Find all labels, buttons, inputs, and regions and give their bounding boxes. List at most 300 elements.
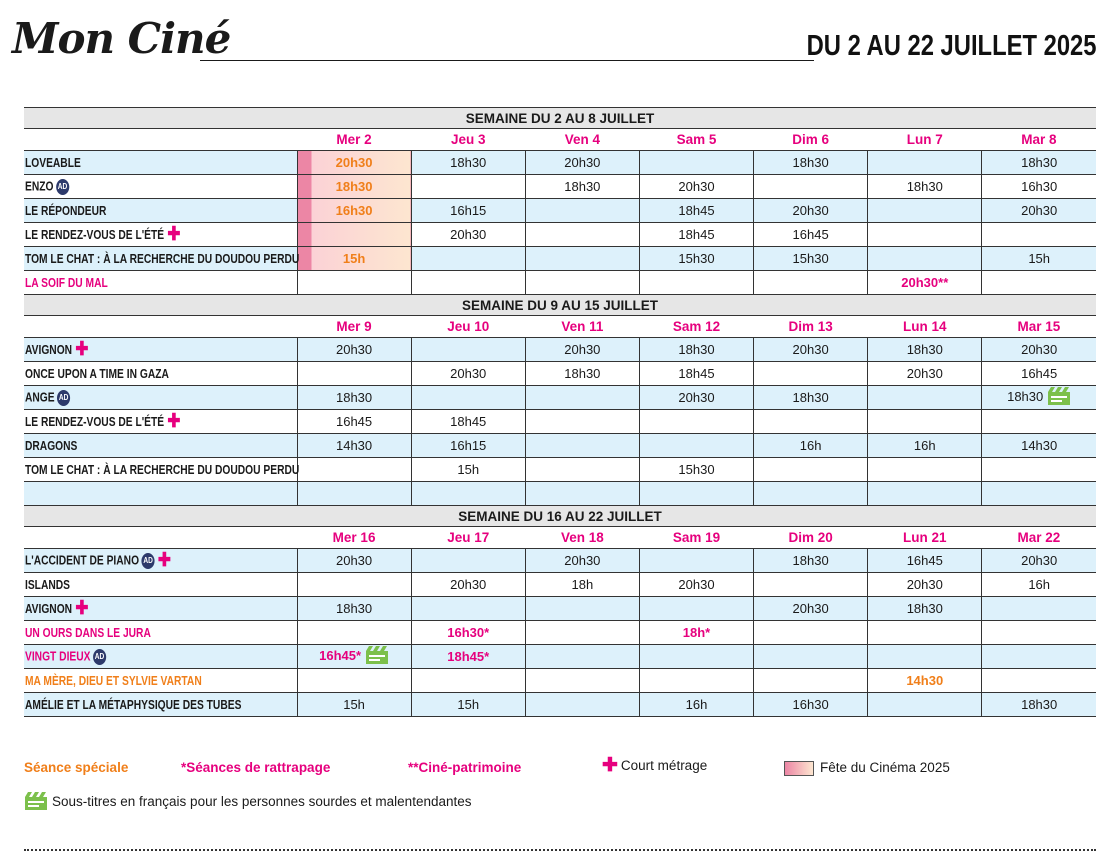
showtime-cell — [525, 549, 639, 573]
showtime-cell — [297, 223, 411, 247]
film-title-cell — [24, 199, 297, 223]
showtime-cell — [411, 669, 525, 693]
date-range: DU 2 AU 22 JUILLET 2025 — [806, 30, 1096, 62]
legend-court: ✚ Court métrage — [602, 755, 708, 777]
showtime: 18h30 — [906, 601, 943, 616]
subtitles-icon — [1047, 386, 1071, 409]
showtime: 16h30* — [447, 625, 490, 640]
showtime-cell — [525, 271, 639, 295]
film-title — [25, 411, 181, 433]
showtime: 18h30 — [792, 390, 829, 405]
showtime-cell — [411, 597, 525, 621]
audio-description-icon: AD — [56, 179, 69, 195]
day-header: Sam 5 — [639, 129, 753, 151]
day-header: Mer 9 — [297, 316, 411, 338]
showtime-cell — [525, 458, 639, 482]
showtime-cell — [754, 482, 868, 506]
showtime-cell — [982, 175, 1096, 199]
showtime: 18h30 — [564, 179, 601, 194]
showtime: 18h30 — [678, 342, 715, 357]
showtime-cell — [411, 693, 525, 717]
showtime: 16h45 — [335, 414, 373, 429]
day-header: Ven 11 — [525, 316, 639, 338]
showtime: 15h — [457, 697, 480, 712]
showtime-cell — [982, 338, 1096, 362]
film-row — [24, 573, 1096, 597]
showtime: 20h30 — [1021, 553, 1058, 568]
showtime-cell — [297, 482, 411, 506]
showtime: 20h30 — [335, 155, 373, 170]
week-title: SEMAINE DU 2 AU 8 JUILLET — [24, 108, 1096, 129]
schedule-table — [24, 107, 1096, 717]
film-title-text: LE RÉPONDEUR — [25, 203, 107, 218]
showtime: 15h — [457, 462, 480, 477]
film-title-cell — [24, 410, 297, 434]
showtime: 20h30 — [678, 577, 715, 592]
film-title — [25, 549, 171, 571]
showtime-cell — [754, 199, 868, 223]
showtime-cell — [868, 362, 982, 386]
showtime: 18h30 — [1007, 388, 1044, 404]
film-title-cell — [24, 271, 297, 295]
showtime-cell — [868, 386, 982, 410]
showtime-cell — [868, 434, 982, 458]
showtime-cell — [525, 434, 639, 458]
film-title — [25, 649, 106, 665]
showtime: 15h — [343, 697, 365, 712]
showtime-cell — [411, 223, 525, 247]
showtime-cell — [754, 669, 868, 693]
film-title-text: L'ACCIDENT DE PIANO — [25, 552, 140, 567]
film-row — [24, 597, 1096, 621]
showtime-cell — [639, 434, 753, 458]
showtime-cell — [639, 458, 753, 482]
bottom-dotted-rule — [24, 849, 1096, 851]
showtime-cell — [754, 247, 868, 271]
brand-title: Mon Ciné — [12, 14, 231, 63]
film-row — [24, 362, 1096, 386]
showtime-cell — [868, 597, 982, 621]
subtitles-icon — [24, 791, 48, 814]
showtime-cell — [639, 175, 753, 199]
showtime: 16h — [1028, 577, 1051, 592]
showtime: 14h30 — [335, 438, 373, 453]
showtime-cell — [411, 458, 525, 482]
showtime: 18h30 — [906, 179, 943, 194]
showtime-cell — [754, 597, 868, 621]
day-header: Ven 18 — [525, 527, 639, 549]
film-title — [25, 598, 89, 620]
showtime-cell — [639, 386, 753, 410]
film-title-cell — [24, 386, 297, 410]
showtime: 15h30 — [792, 251, 829, 266]
day-header: Sam 12 — [639, 316, 753, 338]
film-title-cell — [24, 645, 297, 669]
showtime-cell — [982, 669, 1096, 693]
showtime: 20h30 — [906, 366, 943, 381]
showtime-cell — [982, 573, 1096, 597]
plus-icon: ✚ — [602, 755, 618, 777]
showtime-cell — [868, 199, 982, 223]
showtime-cell — [639, 271, 753, 295]
film-title-cell — [24, 458, 300, 482]
showtime: 20h30 — [564, 155, 601, 170]
week-header-row — [24, 108, 1096, 129]
showtime-cell — [411, 362, 525, 386]
audio-description-icon: AD — [142, 553, 155, 569]
showtime: 18h45 — [678, 203, 715, 218]
film-title — [25, 339, 89, 361]
showtime-cell — [525, 199, 639, 223]
film-title-text: ENZO — [25, 178, 54, 193]
showtime-cell — [868, 482, 982, 506]
showtime-cell — [982, 151, 1096, 175]
day-header-empty — [24, 316, 297, 338]
day-header: Mer 16 — [297, 527, 411, 549]
showtime: 15h — [1028, 251, 1051, 266]
showtime-cell — [754, 549, 868, 573]
film-row — [24, 645, 1096, 669]
showtime: 18h30 — [906, 342, 943, 357]
legend-rattrapage: *Séances de rattrapage — [181, 760, 331, 775]
fete-swatch — [784, 761, 814, 776]
film-title-cell — [24, 549, 297, 573]
film-title — [25, 674, 202, 688]
showtime-cell — [639, 338, 753, 362]
day-header-row — [24, 527, 1096, 549]
showtime-cell — [525, 386, 639, 410]
showtime-cell — [639, 549, 753, 573]
legend-special: Séance spéciale — [24, 760, 129, 775]
film-row — [24, 271, 1096, 295]
week-title: SEMAINE DU 9 AU 15 JUILLET — [24, 295, 1096, 316]
day-header: Sam 19 — [639, 527, 753, 549]
film-title — [25, 626, 151, 640]
showtime-cell — [982, 247, 1096, 271]
film-title-cell — [24, 362, 297, 386]
showtime-cell — [525, 247, 639, 271]
showtime-cell — [639, 669, 753, 693]
showtime-cell — [639, 645, 753, 669]
day-header-empty — [24, 527, 297, 549]
showtime-cell — [525, 573, 639, 597]
film-title-text: MA MÈRE, DIEU ET SYLVIE VARTAN — [25, 673, 202, 688]
showtime-cell — [411, 386, 525, 410]
showtime-cell — [982, 597, 1096, 621]
showtime-cell — [982, 482, 1096, 506]
showtime-cell — [868, 458, 982, 482]
showtime-cell — [297, 549, 411, 573]
showtime: 14h30 — [906, 673, 944, 688]
showtime: 18h30 — [450, 155, 487, 170]
showtime: 16h45 — [1021, 366, 1058, 381]
showtime-cell — [982, 223, 1096, 247]
showtime: 20h30 — [792, 601, 829, 616]
showtime-cell — [411, 645, 525, 669]
header-rule — [200, 60, 814, 61]
showtime: 20h30 — [1021, 342, 1058, 357]
film-title-cell — [24, 693, 297, 717]
film-row — [24, 223, 1096, 247]
film-title-cell — [24, 482, 297, 506]
showtime: 20h30** — [901, 275, 949, 290]
showtime-cell — [297, 151, 411, 175]
showtime-cell — [982, 549, 1096, 573]
showtime-cell — [639, 199, 753, 223]
showtime-cell — [411, 573, 525, 597]
showtime-cell — [525, 362, 639, 386]
film-row — [24, 621, 1096, 645]
showtime-cell — [639, 597, 753, 621]
showtime-cell — [411, 434, 525, 458]
day-header: Ven 4 — [525, 129, 639, 151]
day-header: Dim 20 — [754, 527, 868, 549]
film-row — [24, 386, 1096, 410]
showtime-cell — [411, 482, 525, 506]
film-row — [24, 549, 1096, 573]
film-title-text: AMÉLIE ET LA MÉTAPHYSIQUE DES TUBES — [25, 697, 242, 712]
day-header: Lun 7 — [868, 129, 982, 151]
film-row — [24, 199, 1096, 223]
film-title-cell — [24, 175, 297, 199]
showtime: 18h — [571, 577, 594, 592]
film-title-cell — [24, 247, 300, 271]
film-title-text: LA SOIF DU MAL — [25, 275, 108, 290]
showtime: 18h30 — [792, 553, 829, 568]
showtime: 20h30 — [450, 366, 487, 381]
showtime-cell — [754, 621, 868, 645]
showtime-cell — [868, 175, 982, 199]
day-header: Lun 21 — [868, 527, 982, 549]
showtime-cell — [297, 271, 411, 295]
showtime-cell — [297, 645, 411, 669]
showtime: 20h30 — [564, 553, 601, 568]
film-title — [25, 578, 70, 592]
showtime: 20h30 — [678, 390, 715, 405]
film-title-text: AVIGNON — [25, 342, 73, 357]
showtime-cell — [297, 458, 411, 482]
showtime: 18h30 — [335, 601, 373, 616]
showtime: 15h30 — [678, 251, 715, 266]
showtime-cell — [754, 386, 868, 410]
film-row — [24, 434, 1096, 458]
film-row — [24, 247, 1096, 271]
showtime-cell — [754, 645, 868, 669]
showtime-cell — [754, 271, 868, 295]
showtime: 18h45* — [447, 649, 490, 664]
plus-icon: ✚ — [75, 339, 89, 361]
showtime-cell — [754, 338, 868, 362]
film-title-cell — [24, 223, 297, 247]
day-header-row — [24, 316, 1096, 338]
showtime-cell — [982, 645, 1096, 669]
showtime-cell — [982, 621, 1096, 645]
legend-subtitles: Sous-titres en français pour les personnes sourdes et malentendantes — [24, 791, 472, 814]
showtime-cell — [297, 669, 411, 693]
showtime-cell — [754, 175, 868, 199]
film-title — [25, 276, 108, 290]
showtime-cell — [639, 223, 753, 247]
showtime: 20h30 — [1021, 203, 1058, 218]
showtime-cell — [297, 247, 411, 271]
showtime-cell — [868, 338, 982, 362]
film-title — [25, 179, 69, 195]
film-row — [24, 482, 1096, 506]
showtime-cell — [868, 693, 982, 717]
showtime-cell — [754, 410, 868, 434]
day-header: Jeu 17 — [411, 527, 525, 549]
showtime-cell — [297, 573, 411, 597]
film-title-text: TOM LE CHAT : À LA RECHERCHE DU DOUDOU PERDU — [25, 251, 300, 266]
showtime: 20h30 — [564, 342, 601, 357]
showtime: 18h45 — [678, 227, 715, 242]
showtime-cell — [297, 175, 411, 199]
showtime-cell — [868, 621, 982, 645]
week-header-row — [24, 506, 1096, 527]
audio-description-icon: AD — [57, 390, 70, 406]
showtime-cell — [411, 338, 525, 362]
film-row — [24, 458, 1096, 482]
showtime: 18h30 — [335, 179, 373, 194]
day-header: Mer 2 — [297, 129, 411, 151]
showtime-cell — [868, 549, 982, 573]
film-title — [25, 367, 169, 381]
film-title-cell — [24, 597, 297, 621]
film-title-cell — [24, 621, 297, 645]
showtime-cell — [982, 458, 1096, 482]
film-title-text: ANGE — [25, 389, 55, 404]
showtime-cell — [297, 597, 411, 621]
showtime: 16h15 — [450, 203, 487, 218]
legend-fete: Fête du Cinéma 2025 — [784, 760, 950, 776]
showtime: 18h30 — [335, 390, 373, 405]
showtime-cell — [525, 645, 639, 669]
showtime-cell — [297, 410, 411, 434]
day-header: Dim 6 — [754, 129, 868, 151]
film-row — [24, 151, 1096, 175]
showtime-cell — [639, 362, 753, 386]
showtime-cell — [754, 573, 868, 597]
showtime-cell — [525, 693, 639, 717]
showtime: 16h30 — [1021, 179, 1058, 194]
week-title: SEMAINE DU 16 AU 22 JUILLET — [24, 506, 1096, 527]
showtime-cell — [868, 223, 982, 247]
showtime-cell — [411, 151, 525, 175]
showtime-cell — [982, 199, 1096, 223]
film-title — [25, 463, 299, 477]
showtime-cell — [868, 645, 982, 669]
showtime: 16h30 — [335, 203, 373, 218]
showtime-cell — [868, 573, 982, 597]
showtime-cell — [525, 223, 639, 247]
showtime-cell — [411, 549, 525, 573]
day-header-empty — [24, 129, 297, 151]
showtime-cell — [297, 199, 411, 223]
film-title-text: AVIGNON — [25, 601, 73, 616]
day-header: Mar 22 — [982, 527, 1096, 549]
audio-description-icon: AD — [93, 649, 106, 665]
day-header: Jeu 10 — [411, 316, 525, 338]
showtime-cell — [754, 223, 868, 247]
showtime-cell — [525, 410, 639, 434]
showtime-cell — [639, 621, 753, 645]
film-title-cell — [24, 434, 297, 458]
showtime-cell — [639, 573, 753, 597]
film-title — [25, 698, 241, 712]
showtime: 20h30 — [906, 577, 943, 592]
day-header-row — [24, 129, 1096, 151]
subtitles-icon — [365, 645, 389, 668]
showtime-cell — [868, 669, 982, 693]
showtime: 18h* — [682, 625, 711, 640]
film-title-text: UN OURS DANS LE JURA — [25, 625, 151, 640]
film-title — [25, 252, 299, 266]
showtime: 15h — [342, 251, 366, 266]
showtime-cell — [297, 621, 411, 645]
showtime: 16h45* — [319, 647, 362, 663]
film-row — [24, 693, 1096, 717]
showtime-cell — [525, 669, 639, 693]
showtime-cell — [754, 362, 868, 386]
showtime: 16h45 — [906, 553, 943, 568]
film-title-text: VINGT DIEUX — [25, 648, 91, 663]
showtime-cell — [982, 271, 1096, 295]
showtime-cell — [297, 434, 411, 458]
film-title-cell — [24, 338, 297, 362]
showtime-cell — [411, 410, 525, 434]
film-row — [24, 410, 1096, 434]
showtime-cell — [411, 621, 525, 645]
film-title-cell — [24, 151, 297, 175]
showtime: 20h30 — [335, 553, 373, 568]
film-title — [25, 390, 70, 406]
film-title-text: ONCE UPON A TIME IN GAZA — [25, 366, 169, 381]
plus-icon: ✚ — [157, 549, 171, 571]
showtime-cell — [639, 693, 753, 717]
plus-icon: ✚ — [167, 411, 181, 433]
showtime-cell — [297, 386, 411, 410]
showtime-cell — [639, 151, 753, 175]
showtime-cell — [411, 175, 525, 199]
showtime: 18h30 — [1021, 697, 1058, 712]
legend-patrimoine: **Ciné-patrimoine — [408, 760, 522, 775]
showtime: 20h30 — [678, 179, 715, 194]
showtime-cell — [525, 482, 639, 506]
showtime-cell — [754, 151, 868, 175]
film-title — [25, 224, 181, 246]
showtime: 16h — [913, 438, 936, 453]
showtime-cell — [868, 247, 982, 271]
day-header: Lun 14 — [868, 316, 982, 338]
week-header-row — [24, 295, 1096, 316]
day-header: Mar 15 — [982, 316, 1096, 338]
showtime-cell — [754, 434, 868, 458]
showtime: 18h30 — [564, 366, 601, 381]
showtime: 16h30 — [792, 697, 829, 712]
showtime-cell — [297, 362, 411, 386]
showtime-cell — [525, 597, 639, 621]
showtime-cell — [297, 693, 411, 717]
showtime-cell — [411, 199, 525, 223]
showtime: 14h30 — [1021, 438, 1058, 453]
showtime: 18h30 — [792, 155, 829, 170]
showtime: 20h30 — [792, 342, 829, 357]
showtime-cell — [868, 410, 982, 434]
showtime-cell — [639, 482, 753, 506]
showtime: 20h30 — [792, 203, 829, 218]
showtime-cell — [525, 151, 639, 175]
film-row — [24, 669, 1096, 693]
